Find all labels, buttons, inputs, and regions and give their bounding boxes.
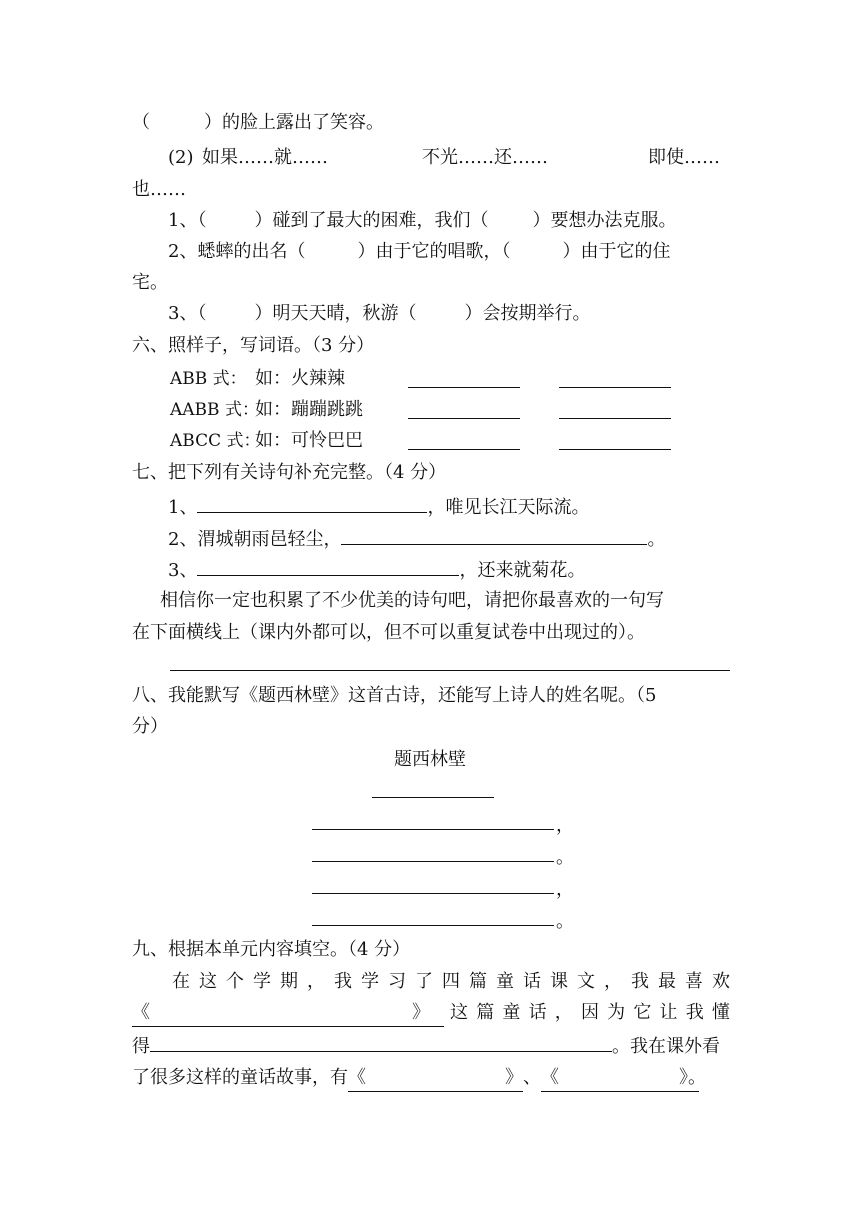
q5-sentence-3 xyxy=(168,301,590,327)
poem-line-1-end: ， xyxy=(556,815,574,836)
s2-part-c: ）由于它的住 xyxy=(562,241,671,262)
q7-favorite-poem-blank[interactable] xyxy=(170,670,730,671)
char: 这 xyxy=(199,971,217,992)
poem-line-2-blank[interactable] xyxy=(312,861,554,862)
q9-line-3 xyxy=(132,1031,720,1060)
poem-line-4-end: 。 xyxy=(556,911,574,932)
char: 篇 xyxy=(476,1002,495,1023)
q6-row-3-label: ABCC 式： xyxy=(170,431,261,451)
q6-row-3-blank-1[interactable] xyxy=(408,449,520,450)
q7-line-1-blank[interactable] xyxy=(197,492,427,513)
extra-story-1-blank[interactable] xyxy=(348,1065,523,1092)
q9-heading: 九、根据本单元内容填空。（4 分） xyxy=(132,939,411,960)
char: 最 xyxy=(658,971,676,992)
char: 在 xyxy=(172,971,190,992)
q9-line-1 xyxy=(172,969,730,995)
q7-line-3-blank[interactable] xyxy=(197,555,459,576)
q5-option-2: 不光……还…… xyxy=(422,147,548,168)
poem-line-3-end: ， xyxy=(556,879,574,900)
q9-line-4 xyxy=(132,1065,706,1092)
q6-row-1-example: 如：火辣辣 xyxy=(255,368,345,389)
char: 童 xyxy=(502,1002,521,1023)
q5-sentence-2 xyxy=(168,239,670,265)
char: 我 xyxy=(685,1002,704,1023)
poem-title: 题西林壁 xyxy=(394,749,466,770)
char: 文 xyxy=(577,971,595,992)
char: 喜 xyxy=(685,971,703,992)
s1-part-a: 1、（ xyxy=(168,210,207,231)
q7-line-2-head: 2、渭城朝雨邑轻尘， xyxy=(168,529,342,550)
q5-sentence-1 xyxy=(168,208,676,234)
learned-lesson-blank[interactable] xyxy=(150,1031,612,1052)
char: 为 xyxy=(607,1002,626,1023)
close-bracket: 》 xyxy=(412,1002,430,1023)
q6-row-2-example: 如：蹦蹦跳跳 xyxy=(255,399,363,420)
q7-line-1-num: 1、 xyxy=(168,497,198,518)
extra-story-2-blank[interactable]: 《 》。 xyxy=(541,1065,699,1092)
char: 篇 xyxy=(469,971,487,992)
q8-heading-line-1: 八、我能默写《题西林壁》这首古诗，还能写上诗人的姓名呢。（5 xyxy=(132,685,657,706)
q6-row-1-blank-2[interactable] xyxy=(559,387,671,388)
open-bracket: 《 xyxy=(541,1067,559,1088)
s3-part-b: ）明天天晴，秋游（ xyxy=(254,303,417,324)
s1-part-b: ）碰到了最大的困难，我们（ xyxy=(254,210,489,231)
q9-line-3-tail: 。我在课外看 xyxy=(612,1036,720,1057)
open-bracket: 《 xyxy=(348,1067,366,1088)
s2-part-b: ）由于它的唱歌，（ xyxy=(357,241,511,262)
q7-line-3 xyxy=(168,555,585,584)
q5-tail-line: （ ）的脸上露出了笑容。 xyxy=(132,112,384,133)
q6-row-2-blank-2[interactable] xyxy=(559,418,671,419)
char: 因 xyxy=(580,1002,599,1023)
q6-row-2-blank-1[interactable] xyxy=(408,418,520,419)
poem-line-2-end: 。 xyxy=(556,847,574,868)
poem-line-3-blank[interactable] xyxy=(312,893,554,894)
q6-heading: 六、照样子，写词语。（3 分） xyxy=(132,335,375,356)
q7-line-2-tail: 。 xyxy=(647,529,666,550)
char: 习 xyxy=(388,971,406,992)
char: 学 xyxy=(253,971,271,992)
s2-part-a: 2、蟋蟀的出名（ xyxy=(168,241,306,262)
char: 童 xyxy=(496,971,514,992)
q9-line-2-blank-group xyxy=(132,1000,444,1027)
char: 我 xyxy=(631,971,649,992)
open-bracket: 《 xyxy=(132,1002,150,1023)
favorite-fairytale-blank[interactable] xyxy=(132,1000,444,1027)
q5-option-3-cont: 也…… xyxy=(132,179,186,200)
s3-part-a: 3、（ xyxy=(168,303,207,324)
q6-row-2-label: AABB 式： xyxy=(170,400,259,420)
char: ， xyxy=(554,1002,573,1023)
char: ， xyxy=(604,971,622,992)
q5-option-1: 如果……就…… xyxy=(202,147,328,168)
q9-line-4-head: 了很多这样的童话故事，有 xyxy=(132,1067,348,1088)
q5-option-3: 即使…… xyxy=(648,147,720,168)
s3-part-c: ）会按期举行。 xyxy=(464,303,591,324)
q7-line-3-tail: ，还来就菊花。 xyxy=(459,560,586,581)
q7-paragraph-line-1: 相信你一定也积累了不少优美的诗句吧，请把你最喜欢的一句写 xyxy=(160,590,664,611)
q5-sentence-2-cont: 宅。 xyxy=(132,272,168,293)
q7-line-1-tail: ，唯见长江天际流。 xyxy=(427,497,590,518)
q8-heading-line-2: 分） xyxy=(132,716,168,737)
q6-row-1-label: ABB 式： xyxy=(170,369,247,389)
q7-paragraph-line-2: 在下面横线上（课内外都可以，但不可以重复试卷中出现过的）。 xyxy=(132,622,645,643)
char: 课 xyxy=(550,971,568,992)
char: 四 xyxy=(442,971,460,992)
char: 这 xyxy=(450,1002,468,1023)
q9-line-2-rest xyxy=(450,1000,730,1026)
separator: 、 xyxy=(523,1067,541,1088)
poet-name-blank[interactable] xyxy=(372,797,494,798)
char: 个 xyxy=(226,971,244,992)
poem-line-1-blank[interactable] xyxy=(312,829,554,830)
char: 学 xyxy=(361,971,379,992)
poem-line-4-blank[interactable] xyxy=(312,925,554,926)
q7-line-3-num: 3、 xyxy=(168,560,198,581)
close-bracket: 》 xyxy=(505,1067,523,1088)
char: 它 xyxy=(633,1002,652,1023)
char: 欢 xyxy=(712,971,730,992)
s1-part-c: ）要想办法克服。 xyxy=(532,210,677,231)
q9-line-3-head: 得 xyxy=(132,1036,150,1057)
q6-row-1-blank-1[interactable] xyxy=(408,387,520,388)
char: 懂 xyxy=(711,1002,730,1023)
q7-line-1 xyxy=(168,492,589,521)
q6-row-3-blank-2[interactable] xyxy=(559,449,671,450)
char: 了 xyxy=(415,971,433,992)
q7-heading: 七、把下列有关诗句补充完整。（4 分） xyxy=(132,462,447,483)
q5-options-label: (2) xyxy=(168,147,194,168)
char: 期 xyxy=(280,971,298,992)
q7-line-2-blank[interactable] xyxy=(341,524,647,545)
char: 我 xyxy=(334,971,352,992)
close-bracket: 》 xyxy=(679,1067,688,1088)
char: ， xyxy=(307,971,325,992)
char: 话 xyxy=(523,971,541,992)
q6-row-3-example: 如：可怜巴巴 xyxy=(255,430,363,451)
q7-line-2 xyxy=(168,524,665,553)
char: 让 xyxy=(659,1002,678,1023)
char: 话 xyxy=(528,1002,547,1023)
